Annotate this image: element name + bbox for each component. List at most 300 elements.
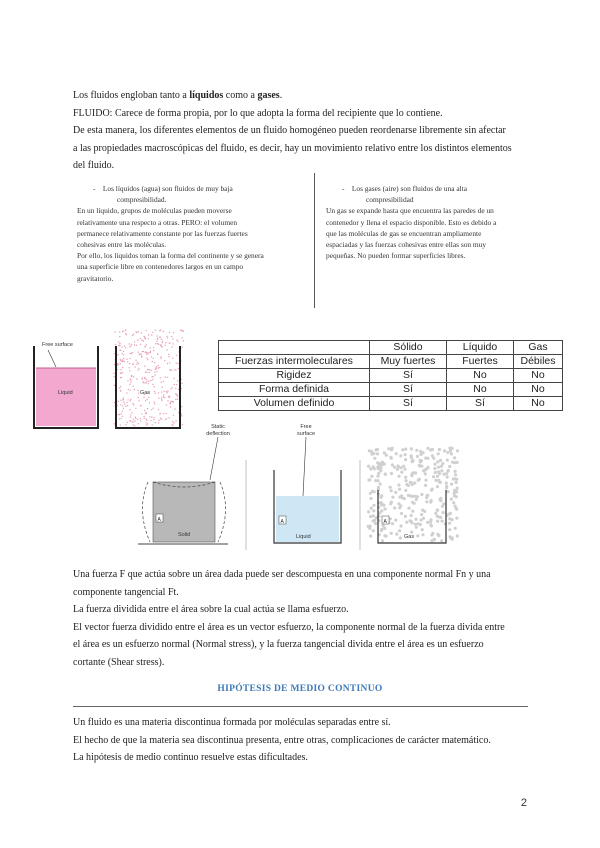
gas-particle bbox=[433, 463, 436, 466]
gas-particle bbox=[120, 400, 121, 401]
table-row: Rigidez Sí No No bbox=[219, 369, 563, 383]
gas-particle bbox=[150, 370, 151, 371]
gas-label-2: Gas bbox=[404, 534, 415, 540]
gas-particle bbox=[141, 357, 142, 358]
gas-particle bbox=[166, 392, 167, 393]
gas-particle bbox=[384, 473, 387, 476]
gas-particle bbox=[440, 469, 443, 472]
gas-particle bbox=[151, 356, 152, 357]
gas-particle bbox=[131, 412, 132, 413]
gas-particle bbox=[176, 384, 177, 385]
gas-particle bbox=[448, 522, 451, 525]
gas-particle bbox=[393, 506, 396, 509]
gas-particle bbox=[150, 351, 151, 352]
gas-particle bbox=[156, 341, 157, 342]
states-table bbox=[218, 340, 563, 411]
gas-particle bbox=[176, 355, 177, 356]
gas-particle bbox=[167, 337, 168, 338]
gas-particle bbox=[150, 380, 151, 381]
gas-particle bbox=[372, 504, 375, 507]
gas-particle bbox=[125, 347, 126, 348]
gas-particle bbox=[415, 498, 418, 501]
gas-particle bbox=[440, 539, 443, 542]
gas-particle bbox=[181, 330, 182, 331]
gas-particle bbox=[149, 402, 150, 403]
gas-particle bbox=[404, 453, 407, 456]
gas-particle bbox=[145, 372, 146, 373]
gas-particle bbox=[161, 397, 162, 398]
free-surface-label: Free surface bbox=[42, 342, 73, 348]
gas-particle bbox=[169, 397, 170, 398]
gas-particle bbox=[136, 332, 137, 333]
gas-particle bbox=[136, 378, 137, 379]
gas-particle bbox=[143, 340, 144, 341]
gas-particle bbox=[452, 501, 455, 504]
gas-particle bbox=[171, 346, 172, 347]
gas-particle bbox=[169, 362, 170, 363]
gas-particle bbox=[171, 370, 172, 371]
gas-particle bbox=[161, 400, 162, 401]
gas-particle bbox=[152, 384, 153, 385]
gas-particle bbox=[384, 507, 387, 510]
gas-particle bbox=[147, 408, 148, 409]
gas-particle bbox=[433, 467, 436, 470]
gas-particle bbox=[175, 369, 176, 370]
gas-particle bbox=[153, 417, 154, 418]
gas-particle bbox=[145, 330, 146, 331]
right-bullet: - Los gases (aire) son fluidos de una alta bbox=[342, 184, 467, 193]
gas-particle bbox=[399, 524, 402, 527]
gas-particle bbox=[172, 338, 173, 339]
gas-particle bbox=[118, 341, 119, 342]
gas-particle bbox=[407, 484, 410, 487]
gas-particle bbox=[416, 455, 419, 458]
gas-particle bbox=[160, 330, 161, 331]
gas-particle bbox=[130, 417, 131, 418]
gas-particle bbox=[372, 519, 375, 522]
gas-particle bbox=[389, 486, 392, 489]
gas-particle bbox=[171, 336, 172, 337]
gas-particle bbox=[123, 358, 124, 359]
gas-particle bbox=[425, 500, 428, 503]
intro-line-4: a las propiedades macroscópicas del fluido, es decir, hay un movimiento relativo entre los distintos elementos bbox=[73, 142, 512, 154]
gas-particle bbox=[130, 382, 131, 383]
gas-particle bbox=[394, 491, 397, 494]
gas-particle bbox=[151, 334, 152, 335]
gas-particle bbox=[149, 372, 150, 373]
gas-particle bbox=[166, 391, 167, 392]
gas-particle bbox=[417, 522, 420, 525]
gas-particle bbox=[157, 343, 158, 344]
gas-particle bbox=[135, 416, 136, 417]
gas-particle bbox=[411, 501, 414, 504]
gas-particle bbox=[152, 332, 153, 333]
gas-particle bbox=[157, 365, 158, 366]
gas-particle bbox=[437, 452, 440, 455]
gas-dots bbox=[113, 329, 184, 426]
gas-particle bbox=[379, 482, 382, 485]
gas-particle bbox=[450, 483, 453, 486]
gas-particle bbox=[161, 399, 162, 400]
gas-particle bbox=[415, 449, 418, 452]
gas-particle bbox=[379, 496, 382, 499]
gas-particle bbox=[453, 456, 456, 459]
gas-particle bbox=[439, 459, 442, 462]
gas-particle bbox=[419, 459, 422, 462]
gas-particle bbox=[371, 490, 374, 493]
gas-particle bbox=[436, 515, 439, 518]
gas-particle bbox=[170, 388, 171, 389]
gas-particle bbox=[148, 352, 149, 353]
gas-particle bbox=[130, 353, 131, 354]
gas-particle bbox=[148, 383, 149, 384]
gas-particle bbox=[125, 333, 126, 334]
gas-particle bbox=[426, 521, 429, 524]
gas-particle bbox=[133, 363, 134, 364]
gas-particle bbox=[161, 339, 162, 340]
intro-line-3: De esta manera, los diferentes elementos de un fluido homogéneo pueden reordenarse libremente sin afectar bbox=[73, 125, 506, 137]
gas-particle bbox=[400, 471, 403, 474]
gas-particle bbox=[133, 386, 134, 387]
gas-particle bbox=[152, 408, 153, 409]
gas-particle bbox=[176, 339, 177, 340]
gas-particle bbox=[130, 414, 131, 415]
gas-particle bbox=[434, 479, 437, 482]
gas-particle bbox=[150, 352, 151, 353]
section-rule bbox=[73, 706, 528, 707]
gas-particle bbox=[376, 452, 379, 455]
gas-particle bbox=[128, 367, 129, 368]
gas-particle bbox=[169, 332, 170, 333]
gas-particle bbox=[380, 529, 383, 532]
gas-particle bbox=[153, 358, 154, 359]
gas-particle bbox=[130, 399, 131, 400]
gas-particle bbox=[450, 452, 453, 455]
gas-particle bbox=[123, 402, 124, 403]
gas-particle bbox=[430, 533, 433, 536]
gas-particle bbox=[113, 376, 114, 377]
gas-particle bbox=[129, 343, 130, 344]
gas-particle bbox=[177, 380, 178, 381]
gas-particle bbox=[411, 510, 414, 513]
gas-particle bbox=[172, 387, 173, 388]
gas-particle bbox=[118, 414, 119, 415]
gas-particle bbox=[371, 453, 374, 456]
gas-particle bbox=[151, 416, 152, 417]
gas-particle bbox=[410, 454, 413, 457]
table-header-row: Sólido Líquido Gas bbox=[219, 341, 563, 355]
gas-particle bbox=[397, 475, 400, 478]
gas-particle bbox=[122, 359, 123, 360]
gas-particle bbox=[397, 483, 400, 486]
gas-particle bbox=[147, 359, 148, 360]
gas-particle bbox=[391, 447, 394, 450]
gas-particle bbox=[130, 379, 131, 380]
gas-particle bbox=[367, 465, 370, 468]
gas-particle bbox=[157, 338, 158, 339]
gas-particle bbox=[114, 332, 115, 333]
gas-particle bbox=[166, 336, 167, 337]
gas-label: Gas bbox=[140, 390, 151, 396]
gas-particle bbox=[437, 470, 440, 473]
bold-gases: gases bbox=[257, 90, 280, 101]
gas-particle bbox=[124, 345, 125, 346]
gas-particle bbox=[159, 413, 160, 414]
gas-particle bbox=[163, 331, 164, 332]
gas-particle bbox=[133, 334, 134, 335]
gas-particle bbox=[123, 397, 124, 398]
gas-particle bbox=[123, 351, 124, 352]
gas-particle bbox=[170, 406, 171, 407]
liquid-label: Liquid bbox=[58, 390, 73, 396]
gas-particle bbox=[126, 334, 127, 335]
gas-particle bbox=[148, 397, 149, 398]
gas-particle bbox=[167, 377, 168, 378]
left-bullet: - Los líquidos (agua) son fluidos de muy baja bbox=[93, 184, 233, 193]
gas-particle bbox=[372, 509, 375, 512]
gas-particle bbox=[429, 520, 432, 523]
intro-line-5: del fluido. bbox=[73, 160, 115, 172]
gas-particle bbox=[163, 413, 164, 414]
gas-particle bbox=[134, 366, 135, 367]
gas-particle bbox=[129, 358, 130, 359]
gas-particle bbox=[378, 511, 381, 514]
gas-particle bbox=[119, 336, 120, 337]
gas-particle bbox=[169, 396, 170, 397]
gas-particle bbox=[148, 369, 149, 370]
solid-liquid-gas-figure bbox=[128, 420, 478, 555]
gas-particle bbox=[174, 408, 175, 409]
gas-particle bbox=[122, 367, 123, 368]
gas-particle bbox=[154, 362, 155, 363]
gas-particle bbox=[429, 523, 432, 526]
gas-particle bbox=[123, 399, 124, 400]
gas-particle bbox=[381, 539, 384, 542]
gas-particle bbox=[373, 457, 376, 460]
gas-particle bbox=[163, 396, 164, 397]
gas-particle bbox=[445, 472, 448, 475]
gas-particle bbox=[395, 533, 398, 536]
gas-particle bbox=[158, 409, 159, 410]
gas-particle bbox=[169, 342, 170, 343]
gas-particle bbox=[167, 363, 168, 364]
gas-particle bbox=[163, 394, 164, 395]
gas-particle bbox=[149, 369, 150, 370]
gas-particle bbox=[120, 359, 121, 360]
gas-particle bbox=[138, 352, 139, 353]
gas-particle bbox=[395, 452, 398, 455]
gas-particle bbox=[138, 331, 139, 332]
gas-particle bbox=[456, 461, 459, 464]
gas-particle bbox=[409, 481, 412, 484]
gas-particle bbox=[117, 354, 118, 355]
gas-particle bbox=[167, 349, 168, 350]
section-title: HIPÓTESIS DE MEDIO CONTINUO bbox=[217, 684, 383, 694]
gas-particle bbox=[410, 514, 413, 517]
gas-particle bbox=[127, 380, 128, 381]
gas-particle bbox=[175, 399, 176, 400]
gas-particle bbox=[448, 528, 451, 531]
gas-particle bbox=[390, 532, 393, 535]
gas-particle bbox=[127, 361, 128, 362]
table-row: Forma definida Sí No No bbox=[219, 383, 563, 397]
gas-particle bbox=[119, 387, 120, 388]
gas-particle bbox=[119, 343, 120, 344]
intro-line-1: Los fluidos engloban tanto a líquidos como a gases. bbox=[73, 90, 283, 101]
gas-particle bbox=[136, 345, 137, 346]
gas-particle bbox=[436, 475, 439, 478]
gas-particle bbox=[397, 465, 400, 468]
gas-particle bbox=[453, 494, 456, 497]
gas-particle bbox=[167, 400, 168, 401]
gas-particle bbox=[122, 405, 123, 406]
gas-particle bbox=[451, 538, 454, 541]
gas-particle bbox=[121, 418, 122, 419]
gas-particle bbox=[138, 397, 139, 398]
gas-particle bbox=[122, 347, 123, 348]
gas-particle bbox=[170, 401, 171, 402]
table-row: Volumen definido Sí Sí No bbox=[219, 397, 563, 411]
gas-particle bbox=[141, 353, 142, 354]
gas-particle bbox=[154, 391, 155, 392]
gas-particle bbox=[161, 391, 162, 392]
gas-particle bbox=[130, 378, 131, 379]
gas-particle bbox=[407, 507, 410, 510]
gas-particle bbox=[437, 466, 440, 469]
table-row: Fuerzas intermoleculares Muy fuertes Fuertes Débiles bbox=[219, 355, 563, 369]
gas-particle bbox=[417, 479, 420, 482]
gas-particle bbox=[144, 382, 145, 383]
gas-particle bbox=[143, 416, 144, 417]
gas-particle bbox=[172, 401, 173, 402]
gas-particle bbox=[446, 459, 449, 462]
gas-particle bbox=[451, 518, 454, 521]
bold-liquidos: líquidos bbox=[189, 90, 224, 101]
gas-particle bbox=[391, 496, 394, 499]
gas-particle bbox=[183, 331, 184, 332]
gas-particle bbox=[148, 380, 149, 381]
gas-particle bbox=[151, 409, 152, 410]
gas-particle bbox=[398, 529, 401, 532]
gas-particle bbox=[436, 520, 439, 523]
gas-particle bbox=[370, 497, 373, 500]
gas-particle bbox=[117, 363, 118, 364]
gas-particle bbox=[172, 357, 173, 358]
gas-particle bbox=[134, 389, 135, 390]
gas-particle bbox=[424, 479, 427, 482]
gas-particle bbox=[173, 415, 174, 416]
gas-particle bbox=[456, 449, 459, 452]
gas-particle bbox=[177, 341, 178, 342]
gas-particle bbox=[413, 481, 416, 484]
gas-particle bbox=[143, 381, 144, 382]
gas-particle bbox=[119, 414, 120, 415]
gas-particle bbox=[162, 342, 163, 343]
gas-particle bbox=[130, 400, 131, 401]
gas-particle bbox=[152, 361, 153, 362]
gas-particle bbox=[120, 372, 121, 373]
gas-particle bbox=[377, 472, 380, 475]
gas-particle bbox=[391, 522, 394, 525]
gas-particle bbox=[174, 369, 175, 370]
gas-particle bbox=[415, 526, 418, 529]
gas-particle bbox=[156, 335, 157, 336]
gas-particle bbox=[375, 448, 378, 451]
gas-particle bbox=[385, 454, 388, 457]
gas-particle bbox=[166, 413, 167, 414]
continuum-paragraph: Un fluido es una materia discontinua formada por moléculas separadas entre sí. El hecho de que la materia sea discontinua presenta, entre otras, complicaciones de carácter matemático. La hipótesis de medio continuo resuelve estas dificultades. bbox=[73, 717, 491, 763]
gas-particle bbox=[144, 366, 145, 367]
gas-particle bbox=[120, 413, 121, 414]
gas-particle bbox=[114, 385, 115, 386]
gas-particle bbox=[446, 475, 449, 478]
gas-particle bbox=[120, 386, 121, 387]
gas-particle bbox=[146, 379, 147, 380]
gas-particle bbox=[175, 393, 176, 394]
gas-dots-2 bbox=[367, 447, 460, 543]
gas-particle bbox=[154, 402, 155, 403]
gas-particle bbox=[176, 362, 177, 363]
gas-particle bbox=[410, 447, 413, 450]
gas-particle bbox=[146, 381, 147, 382]
gas-particle bbox=[177, 396, 178, 397]
gas-particle bbox=[129, 384, 130, 385]
gas-particle bbox=[159, 336, 160, 337]
gas-particle bbox=[177, 399, 178, 400]
gas-particle bbox=[164, 397, 165, 398]
gas-particle bbox=[152, 379, 153, 380]
gas-particle bbox=[126, 402, 127, 403]
area-a-gas: A bbox=[383, 519, 387, 525]
gas-particle bbox=[151, 376, 152, 377]
gas-particle bbox=[407, 494, 410, 497]
gas-particle bbox=[431, 448, 434, 451]
gas-particle bbox=[135, 360, 136, 361]
gas-particle bbox=[387, 447, 390, 450]
surface-label: surface bbox=[296, 431, 316, 437]
gas-particle bbox=[433, 538, 436, 541]
gas-particle bbox=[426, 447, 429, 450]
page-number: 2 bbox=[520, 797, 527, 809]
gas-particle bbox=[136, 364, 137, 365]
gas-particle bbox=[175, 388, 176, 389]
gas-particle bbox=[405, 521, 408, 524]
gas-particle bbox=[404, 515, 407, 518]
gas-particle bbox=[137, 362, 138, 363]
gas-particle bbox=[445, 485, 448, 488]
gas-particle bbox=[146, 353, 147, 354]
gas-particle bbox=[155, 330, 156, 331]
gas-particle bbox=[144, 346, 145, 347]
gas-particle bbox=[133, 376, 134, 377]
gas-particle bbox=[120, 390, 121, 391]
gas-particle bbox=[165, 342, 166, 343]
gas-particle bbox=[446, 451, 449, 454]
gas-particle bbox=[122, 361, 123, 362]
gas-particle bbox=[126, 392, 127, 393]
gas-particle bbox=[436, 509, 439, 512]
gas-particle bbox=[391, 463, 394, 466]
gas-particle bbox=[144, 377, 145, 378]
gas-particle bbox=[414, 471, 417, 474]
gas-particle bbox=[399, 536, 402, 539]
gas-particle bbox=[148, 338, 149, 339]
gas-particle bbox=[156, 366, 157, 367]
liquid-gas-figure bbox=[28, 328, 188, 430]
gas-particle bbox=[117, 365, 118, 366]
gas-particle bbox=[156, 371, 157, 372]
column-divider bbox=[314, 173, 315, 308]
